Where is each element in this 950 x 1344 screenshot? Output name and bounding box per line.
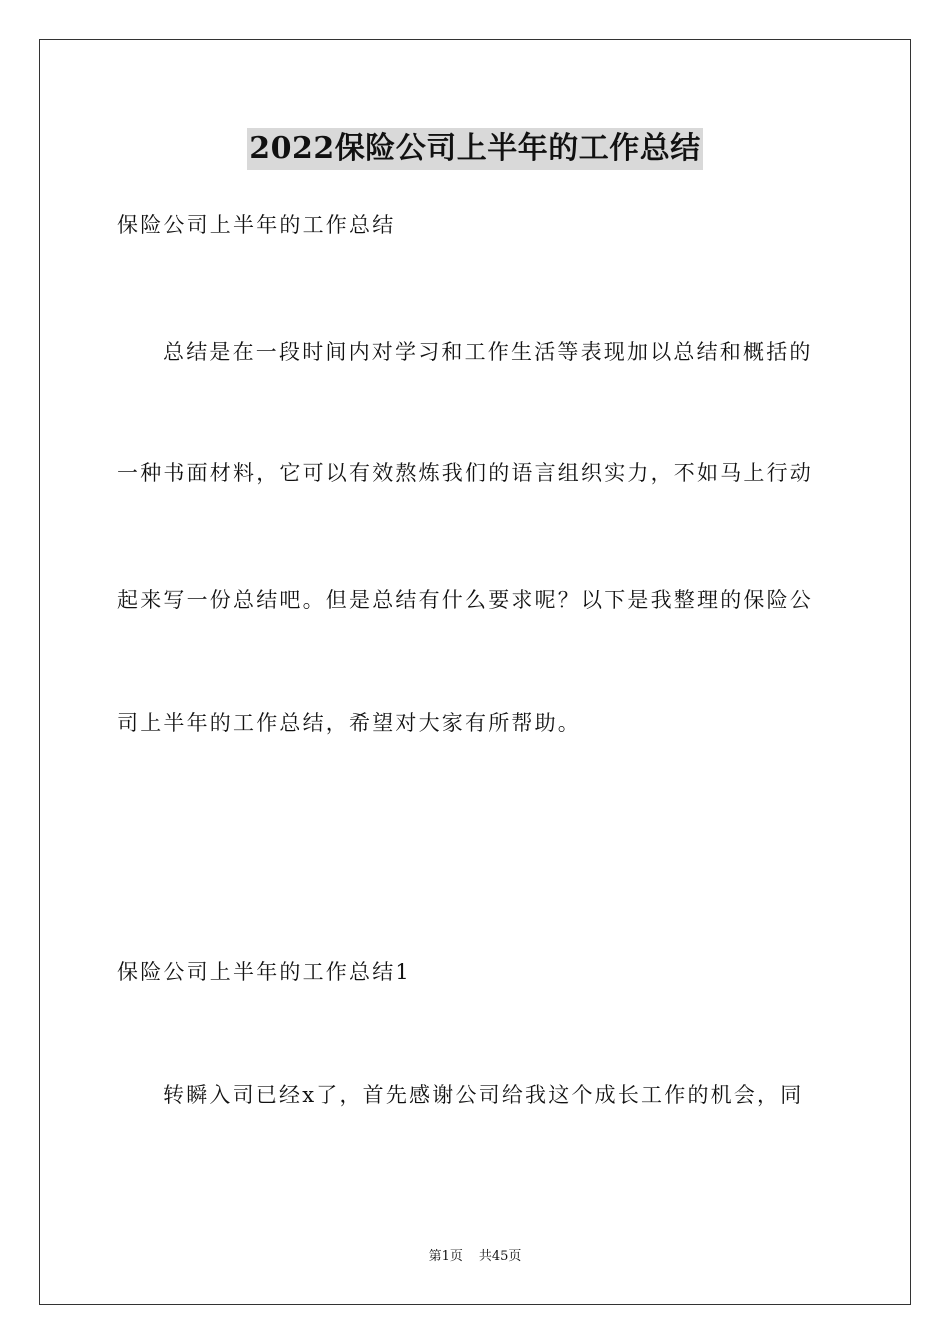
intro-line-2: 一种书面材料，它可以有效熬炼我们的语言组织实力，不如马上行动 <box>117 461 813 485</box>
document-title-text: 2022保险公司上半年的工作总结 <box>247 128 703 170</box>
page-number: 第1页 <box>428 1249 463 1264</box>
intro-line-4: 司上半年的工作总结，希望对大家有所帮助。 <box>117 711 581 735</box>
subtitle: 保险公司上半年的工作总结 <box>117 213 396 237</box>
intro-line-3: 起来写一份总结吧。但是总结有什么要求呢？以下是我整理的保险公 <box>117 588 813 612</box>
page-total: 共45页 <box>478 1249 522 1264</box>
intro-line-1: 总结是在一段时间内对学习和工作生活等表现加以总结和概括的 <box>163 340 813 364</box>
document-title <box>0 128 950 170</box>
page-footer <box>0 1248 950 1266</box>
section-heading: 保险公司上半年的工作总结1 <box>117 960 411 984</box>
section-line-1: 转瞬入司已经x了，首先感谢公司给我这个成长工作的机会，同 <box>163 1083 804 1107</box>
